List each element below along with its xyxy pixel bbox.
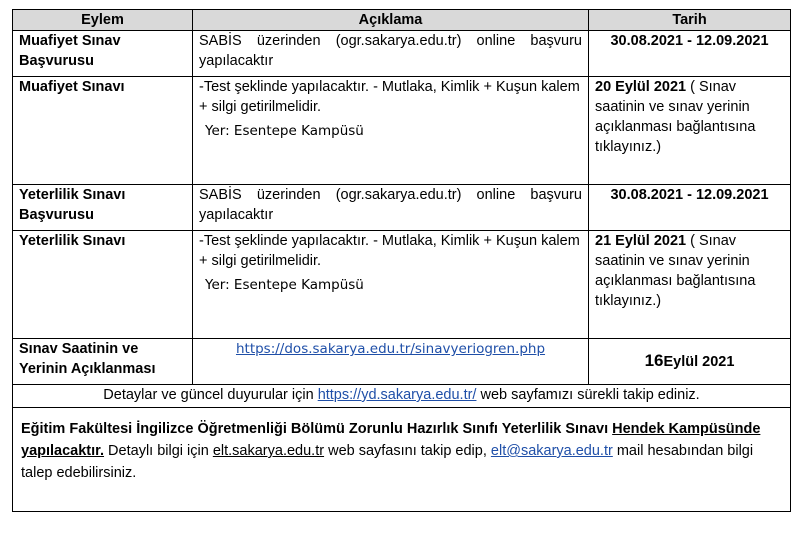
aciklama-cell (193, 77, 589, 185)
tarih-cell: 30.08.2021 - 12.09.2021 (589, 185, 791, 231)
header-eylem: Eylem (13, 10, 193, 31)
tarih-date: 21 Eylül 2021 (595, 233, 687, 249)
aciklama-text: -Test şeklinde yapılacaktır. - Mutlaka, Kimlik + Kuşun kalem + silgi getirilmelidir. (199, 233, 580, 269)
location-text: Yer: Esentepe Kampüsü (205, 123, 364, 139)
eylem-cell: Yeterlilik Sınavı Başvurusu (13, 185, 193, 231)
elt-email-link[interactable]: elt@sakarya.edu.tr (490, 443, 613, 459)
aciklama-cell (193, 31, 589, 77)
header-row (13, 10, 791, 31)
table-row (13, 185, 791, 231)
header-aciklama: Açıklama (193, 10, 589, 31)
info-row (13, 385, 791, 408)
note-row (13, 408, 791, 512)
yd-link[interactable]: https://yd.sakarya.edu.tr/ (317, 387, 477, 403)
table-row (13, 339, 791, 385)
header-tarih: Tarih (589, 10, 791, 31)
elt-site-link[interactable]: elt.sakarya.edu.tr (212, 443, 325, 459)
aciklama-cell (193, 185, 589, 231)
aciklama-text: SABİS üzerinden (ogr.sakarya.edu.tr) online başvuru yapılacaktır (199, 187, 582, 223)
info-cell (13, 385, 791, 408)
eylem-cell: Muafiyet Sınav Başvurusu (13, 31, 193, 77)
info-text-end: web sayfamızı sürekli takip ediniz. (476, 387, 700, 403)
tarih-cell: 30.08.2021 - 12.09.2021 (589, 31, 791, 77)
aciklama-text: SABİS üzerinden (ogr.sakarya.edu.tr) online başvuru yapılacaktır (199, 33, 582, 69)
aciklama-text: -Test şeklinde yapılacaktır. - Mutlaka, Kimlik + Kuşun kalem + silgi getirilmelidir. (199, 79, 580, 115)
note-text-2: web sayfasını takip edip, (324, 443, 491, 459)
tarih-date: 20 Eylül 2021 (595, 79, 687, 95)
tarih-note: ( Sınav saatinin ve sınav yerinin açıklanması bağlantısına tıklayınız.) (595, 79, 756, 155)
tarih-day: 16 (644, 351, 664, 370)
note-text-3: mail hesabından bilgi talep edebilirsiniz. (21, 443, 754, 481)
table-row (13, 231, 791, 339)
table-row (13, 77, 791, 185)
sinav-yeri-link[interactable]: https://dos.sakarya.edu.tr/sinavyeriogren.php (235, 341, 546, 357)
location-text: Yer: Esentepe Kampüsü (205, 277, 364, 293)
note-text: Detaylı bilgi için (104, 443, 213, 459)
eylem-cell: Yeterlilik Sınavı (13, 231, 193, 339)
note-bold: Eğitim Fakültesi İngilizce Öğretmenliği Bölümü Zorunlu Hazırlık Sınıfı Yeterlilik Sınavı (21, 421, 613, 437)
tarih-cell (589, 77, 791, 185)
aciklama-cell (193, 339, 589, 385)
tarih-month: Eylül 2021 (663, 354, 735, 370)
note-cell (13, 408, 791, 512)
schedule-table (12, 9, 791, 512)
table-row (13, 31, 791, 77)
note-bold-underlined: Hendek Kampüsünde yapılacaktır. (21, 421, 761, 459)
aciklama-cell (193, 231, 589, 339)
tarih-cell (589, 231, 791, 339)
eylem-cell: Sınav Saatinin ve Yerinin Açıklanması (13, 339, 193, 385)
tarih-cell (589, 339, 791, 385)
tarih-note: ( Sınav saatinin ve sınav yerinin açıklanması bağlantısına tıklayınız.) (595, 233, 756, 309)
eylem-cell: Muafiyet Sınavı (13, 77, 193, 185)
info-text: Detaylar ve güncel duyurular için (103, 387, 318, 403)
